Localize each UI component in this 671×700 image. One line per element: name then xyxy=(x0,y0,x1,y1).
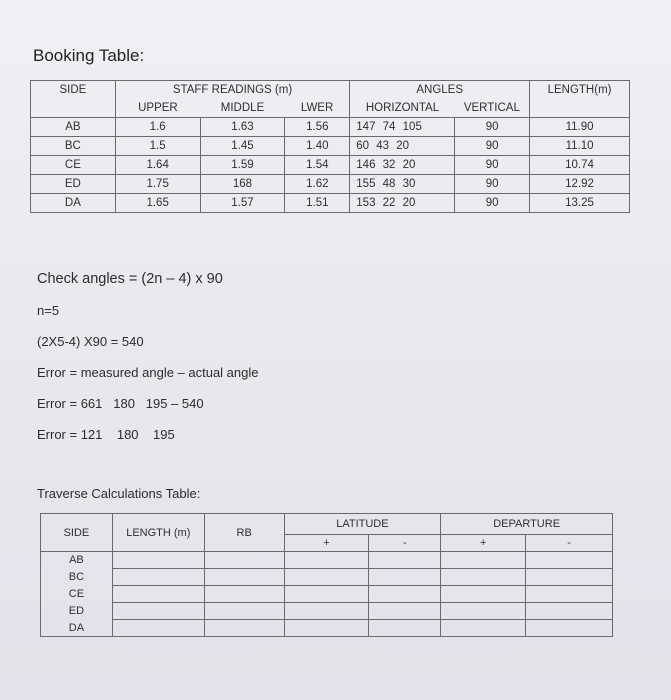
departure-plus: + xyxy=(441,535,526,552)
traverse-side-cell: AB xyxy=(41,552,113,569)
traverse-side-cell: BC xyxy=(41,569,113,586)
horizontal-cell: 155 48 30 xyxy=(350,175,455,194)
side-cell: BC xyxy=(31,137,116,156)
vertical-cell: 90 xyxy=(455,118,530,137)
traverse-header-rb: RB xyxy=(204,514,284,552)
traverse-table-title: Traverse Calculations Table: xyxy=(37,486,201,501)
vertical-cell: 90 xyxy=(455,175,530,194)
lower-cell: 1.40 xyxy=(285,137,350,156)
horizontal-cell: 146 32 20 xyxy=(350,156,455,175)
header-length: LENGTH(m) xyxy=(530,81,630,100)
lower-cell: 1.54 xyxy=(285,156,350,175)
traverse-row xyxy=(41,603,613,620)
side-cell: CE xyxy=(31,156,116,175)
length-cell: 10.74 xyxy=(530,156,630,175)
traverse-row xyxy=(41,552,613,569)
latitude-minus: - xyxy=(369,535,441,552)
upper-cell: 1.64 xyxy=(115,156,200,175)
traverse-row xyxy=(41,620,613,637)
traverse-side-cell: DA xyxy=(41,620,113,637)
lower-cell: 1.51 xyxy=(285,194,350,213)
traverse-row xyxy=(41,586,613,603)
traverse-side-cell: CE xyxy=(41,586,113,603)
header-side: SIDE xyxy=(31,81,116,100)
upper-cell: 1.65 xyxy=(115,194,200,213)
check-angles-note: Check angles = (2n – 4) x 90 xyxy=(37,271,223,287)
vertical-cell: 90 xyxy=(455,137,530,156)
middle-cell: 1.45 xyxy=(200,137,285,156)
side-cell: DA xyxy=(31,194,116,213)
error-line-1: Error = 661 180 195 – 540 xyxy=(37,396,204,411)
middle-cell: 1.57 xyxy=(200,194,285,213)
middle-cell: 1.63 xyxy=(200,118,285,137)
traverse-header-length: LENGTH (m) xyxy=(112,514,204,552)
lower-cell: 1.56 xyxy=(285,118,350,137)
side-cell: ED xyxy=(31,175,116,194)
horizontal-cell: 147 74 105 xyxy=(350,118,455,137)
latitude-plus: + xyxy=(284,535,369,552)
traverse-header-departure: DEPARTURE xyxy=(441,514,613,535)
header-upper: UPPER xyxy=(115,99,200,118)
length-cell: 11.10 xyxy=(530,137,630,156)
header-lower: LWER xyxy=(285,99,350,118)
length-cell: 13.25 xyxy=(530,194,630,213)
booking-row xyxy=(31,118,630,137)
booking-row xyxy=(31,156,630,175)
n-value-note: n=5 xyxy=(37,303,60,318)
horizontal-cell: 60 43 20 xyxy=(350,137,455,156)
header-vertical: VERTICAL xyxy=(455,99,530,118)
vertical-cell: 90 xyxy=(455,194,530,213)
side-cell: AB xyxy=(31,118,116,137)
error-definition-note: Error = measured angle – actual angle xyxy=(37,365,259,380)
upper-cell: 1.6 xyxy=(115,118,200,137)
header-angles: ANGLES xyxy=(350,81,530,100)
length-cell: 12.92 xyxy=(530,175,630,194)
booking-row xyxy=(31,137,630,156)
booking-table xyxy=(30,80,630,213)
booking-table-title: Booking Table: xyxy=(33,46,145,65)
booking-row xyxy=(31,175,630,194)
header-middle: MIDDLE xyxy=(200,99,285,118)
booking-row xyxy=(31,194,630,213)
traverse-header-latitude: LATITUDE xyxy=(284,514,441,535)
horizontal-cell: 153 22 20 xyxy=(350,194,455,213)
angle-sum-note: (2X5-4) X90 = 540 xyxy=(37,334,144,349)
traverse-header-side: SIDE xyxy=(41,514,113,552)
header-horizontal: HORIZONTAL xyxy=(350,99,455,118)
upper-cell: 1.5 xyxy=(115,137,200,156)
traverse-table xyxy=(40,513,613,637)
middle-cell: 168 xyxy=(200,175,285,194)
departure-minus: - xyxy=(526,535,613,552)
vertical-cell: 90 xyxy=(455,156,530,175)
traverse-row xyxy=(41,569,613,586)
traverse-side-cell: ED xyxy=(41,603,113,620)
error-line-2: Error = 121 180 195 xyxy=(37,427,175,442)
header-staff-readings: STAFF READINGS (m) xyxy=(115,81,350,100)
middle-cell: 1.59 xyxy=(200,156,285,175)
length-cell: 11.90 xyxy=(530,118,630,137)
lower-cell: 1.62 xyxy=(285,175,350,194)
upper-cell: 1.75 xyxy=(115,175,200,194)
